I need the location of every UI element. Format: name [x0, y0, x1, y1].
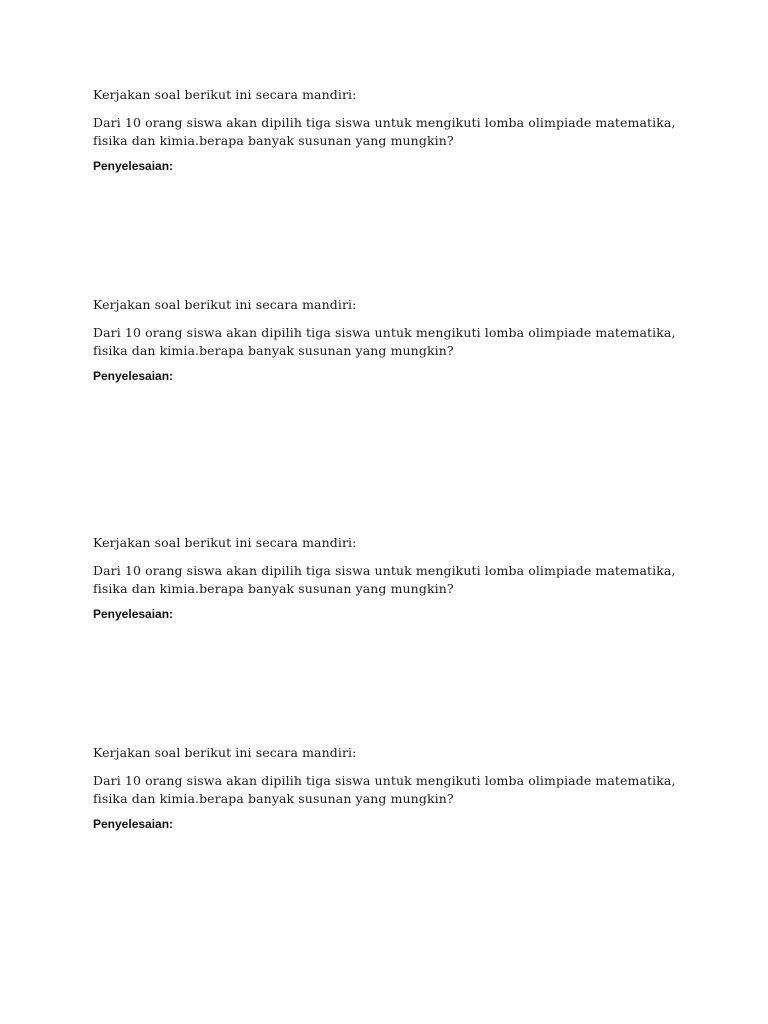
question-line-2: fisika dan kimia.berapa banyak susunan yang mungkin?: [93, 791, 454, 806]
question-line-1: Dari 10 orang siswa akan dipilih tiga siswa untuk mengikuti lomba olimpiade matematika,: [93, 115, 676, 130]
instruction-text: Kerjakan soal berikut ini secara mandiri:: [93, 535, 357, 550]
instruction-text: Kerjakan soal berikut ini secara mandiri:: [93, 297, 357, 312]
instruction-text: Kerjakan soal berikut ini secara mandiri:: [93, 745, 357, 760]
question-line-1: Dari 10 orang siswa akan dipilih tiga siswa untuk mengikuti lomba olimpiade matematika,: [93, 563, 676, 578]
question-line-2: fisika dan kimia.berapa banyak susunan yang mungkin?: [93, 581, 454, 596]
answer-label: Penyelesaian:: [93, 369, 174, 383]
question-line-2: fisika dan kimia.berapa banyak susunan yang mungkin?: [93, 343, 454, 358]
exercise-block-4: [93, 744, 693, 832]
answer-label: Penyelesaian:: [93, 159, 174, 173]
exercise-block-1: [93, 86, 693, 174]
instruction-text: Kerjakan soal berikut ini secara mandiri:: [93, 87, 357, 102]
exercise-block-3: [93, 534, 693, 622]
answer-label: Penyelesaian:: [93, 817, 174, 831]
answer-label: Penyelesaian:: [93, 607, 174, 621]
question-text: [93, 562, 683, 598]
question-line-1: Dari 10 orang siswa akan dipilih tiga siswa untuk mengikuti lomba olimpiade matematika,: [93, 325, 676, 340]
question-text: [93, 114, 683, 150]
exercise-block-2: [93, 296, 693, 384]
question-text: [93, 772, 683, 808]
question-line-1: Dari 10 orang siswa akan dipilih tiga siswa untuk mengikuti lomba olimpiade matematika,: [93, 773, 676, 788]
question-text: [93, 324, 683, 360]
question-line-2: fisika dan kimia.berapa banyak susunan yang mungkin?: [93, 133, 454, 148]
